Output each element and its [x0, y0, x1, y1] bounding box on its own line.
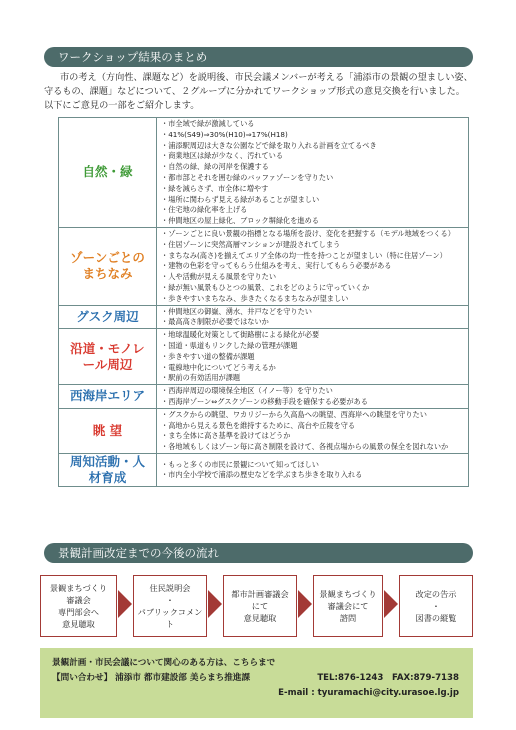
flow-arrow-icon	[118, 590, 132, 618]
list-item: ・ 場所に関わらず見える緑があることが望ましい	[161, 195, 464, 206]
list-item: ・ 緑を減らさず、市全体に増やす	[161, 184, 464, 195]
contact-department: 【問い合わせ】 浦添市 都市建設部 美らまち推進課	[52, 673, 251, 683]
list-item: ・ 住居ゾーンに突然高層マンションが建設されてしまう	[161, 240, 464, 251]
list-item: ・ 西海岸周辺の環境保全地区（イノー等）を守りたい	[161, 386, 464, 397]
category-cell: ゾーンごとのまちなみ	[59, 227, 157, 305]
opinion-list-cell	[157, 227, 469, 305]
list-item: ・ 人や活動が見える風景を守りたい	[161, 272, 464, 283]
table-row	[59, 329, 469, 385]
opinion-list-cell	[157, 385, 469, 409]
list-item: ・ 最高高さ制限が必要ではないか	[161, 317, 464, 328]
list-item: ・ 自然の緑、緑の河岸を保護する	[161, 162, 464, 173]
table-row	[59, 385, 469, 409]
list-item: ・ 仲間地区の屋上緑化、ブロック塀緑化を進める	[161, 216, 464, 227]
flow-step-1	[40, 575, 117, 637]
workshop-results-table	[58, 117, 469, 487]
list-item: ・ グスクからの眺望、ワカリジーから久高島への眺望、西海岸への眺望を守りたい	[161, 410, 464, 421]
flow-step-3	[223, 575, 297, 637]
opinion-list-cell	[157, 329, 469, 385]
list-item: ・ 駅前の有効活用が課題	[161, 373, 464, 384]
contact-line-1	[52, 656, 463, 671]
list-item: ・ 仲間地区の御嶽、湧水、井戸などを守りたい	[161, 307, 464, 318]
intro-text: 市の考え（方向性、課題など）を説明後、市民会議メンバーが考える「浦添市の景観の望ましい姿、守るもの、課題」などについて、２グループに分かれてワークショップ形式の意見交換を行いました。以下にご意見の一部をご紹介します。	[44, 72, 473, 111]
flow-step-2	[133, 575, 207, 637]
contact-email[interactable]: E-mail : tyuramachi@city.urasoe.lg.jp	[278, 688, 459, 698]
contact-phone-fax: TEL:876-1243 FAX:879-7138	[317, 673, 459, 683]
contact-line-3	[52, 686, 463, 701]
flow-step-label: 住民説明会 ・ パブリックコメント	[137, 583, 203, 629]
list-item: ・ 市全域で緑が激減している	[161, 119, 464, 130]
list-item: ・ まち全体に高さ基準を設けてはどうか	[161, 431, 464, 442]
flow-step-5	[399, 575, 473, 637]
list-item: ・ 緑が無い風景もひとつの風景、これをどのように守っていくか	[161, 283, 464, 294]
list-item: ・ もっと多くの市民に景観について知ってほしい	[161, 460, 464, 471]
section-header-workshop	[44, 47, 473, 67]
intro-paragraph	[44, 71, 473, 113]
list-item: ・ 国道・県道もリンクした緑の管理が課題	[161, 341, 464, 352]
list-item: ・ 浦添駅周辺は大きな公園などで緑を取り入れる計画を立てるべき	[161, 141, 464, 152]
flow-arrow-icon	[298, 590, 312, 618]
table-row	[59, 227, 469, 305]
section-header-schedule	[44, 543, 473, 563]
opinion-list-cell	[157, 453, 469, 486]
section-title: 景観計画改定までの今後の流れ	[58, 546, 219, 560]
category-cell: 西海岸エリア	[59, 385, 157, 409]
list-item: ・ 市内全小学校で浦添の歴史などを学ぶまち歩きを取り入れる	[161, 470, 464, 481]
contact-box	[40, 648, 473, 718]
flow-step-label: 都市計画審議会 にて 意見聴取	[231, 589, 289, 623]
list-item: ・ 西海岸ゾーン⇔グスクゾーンの移動手段を確保する必要がある	[161, 397, 464, 408]
list-item: ・ まちなみ(高さ)を揃えてエリア全体の均一性を持つことが望ましい（特に住居ゾーン）	[161, 251, 464, 262]
section-title: ワークショップ結果のまとめ	[58, 50, 208, 64]
flow-step-label: 景観まちづくり 審議会 専門部会へ 意見聴取	[49, 583, 108, 629]
list-item: ・ 41%(S49)⇒30%(H10)⇒17%(H18)	[161, 130, 464, 141]
table-row	[59, 453, 469, 486]
category-cell: 眺 望	[59, 408, 157, 453]
category-cell: 周知活動・人材育成	[59, 453, 157, 486]
contact-intro: 景観計画・市民会議について関心のある方は、こちらまで	[52, 658, 276, 668]
opinion-list-cell	[157, 408, 469, 453]
list-item: ・ 地球温暖化対策として街路樹による緑化が必要	[161, 330, 464, 341]
list-item: ・ ゾーンごとに良い景観の指標となる場所を設け、変化を把握する（モデル地域をつくる）	[161, 229, 464, 240]
flow-step-4	[313, 575, 383, 637]
flow-step-label: 改定の告示 ・ 図書の縦覧	[415, 589, 457, 623]
contact-line-2	[52, 671, 463, 686]
list-item: ・ 都市部とそれを囲む緑のバッファゾーンを守りたい	[161, 173, 464, 184]
list-item: ・ 各地域もしくはゾーン毎に高さ制限を設けて、各視点場からの風景の保全を図れないか	[161, 442, 464, 453]
table-row	[59, 118, 469, 228]
list-item: ・ 高地から見える景色を維持するために、高台や丘陵を守る	[161, 421, 464, 432]
opinion-list-cell	[157, 118, 469, 228]
category-cell: 沿道・モノレール周辺	[59, 329, 157, 385]
list-item: ・ 歩きやすいまちなみ、歩きたくなるまちなみが望ましい	[161, 294, 464, 305]
flow-step-label: 景観まちづくり 審議会にて 諮問	[319, 589, 377, 623]
flow-arrow-icon	[384, 590, 398, 618]
list-item: ・ 住宅地の緑化率を上げる	[161, 205, 464, 216]
list-item: ・ 電線地中化についてどう考えるか	[161, 363, 464, 374]
list-item: ・ 建物の色彩を守ってもらう仕組みを考え、実行してもらう必要がある	[161, 261, 464, 272]
category-cell: グスク周辺	[59, 305, 157, 329]
opinion-list-cell	[157, 305, 469, 329]
list-item: ・ 商業地区は緑が少なく、汚れている	[161, 151, 464, 162]
flow-arrow-icon	[208, 590, 222, 618]
list-item: ・ 歩きやすい道の整備が課題	[161, 352, 464, 363]
category-cell: 自然・緑	[59, 118, 157, 228]
table-row	[59, 305, 469, 329]
table-row	[59, 408, 469, 453]
